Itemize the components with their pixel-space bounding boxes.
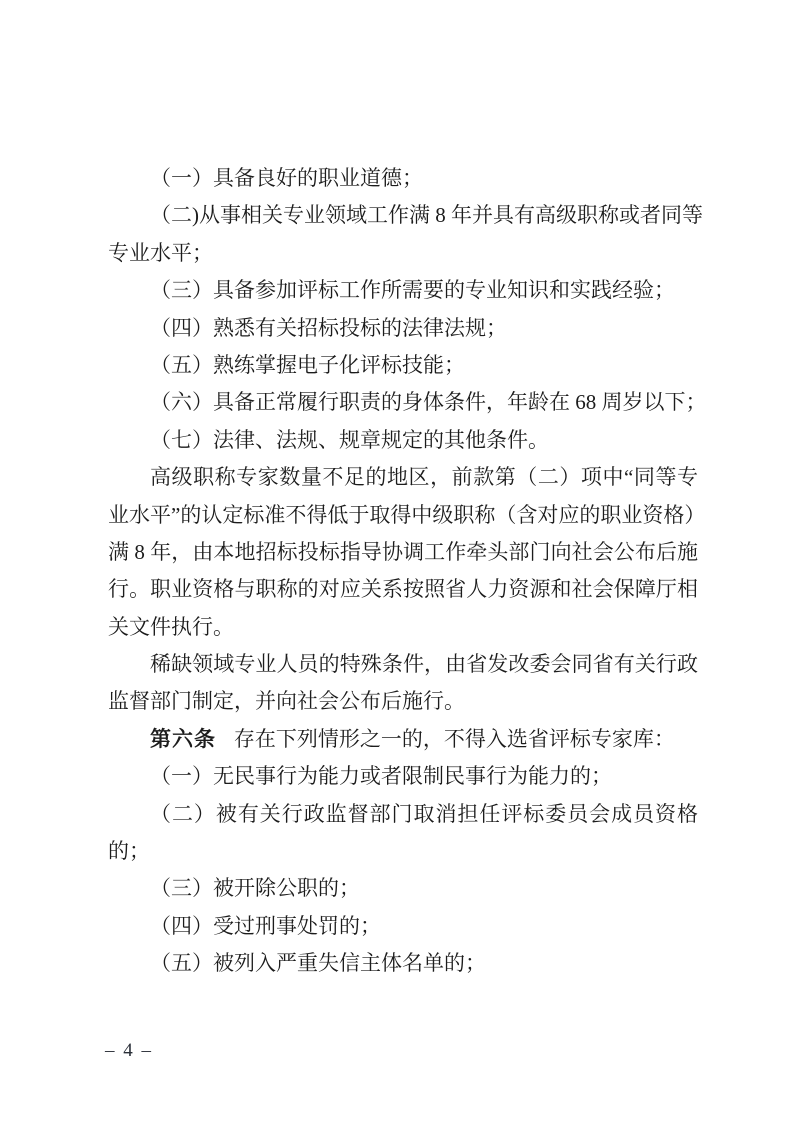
line-text: 满 8 年，由本地招标投标指导协调工作牵头部门向社会公布后施 xyxy=(108,539,698,564)
page-number: – 4 – xyxy=(105,1040,153,1061)
text-line xyxy=(108,310,698,347)
text-line xyxy=(108,945,698,982)
text-line xyxy=(108,235,698,272)
text-line xyxy=(108,459,698,496)
text-line xyxy=(108,646,698,683)
text-line xyxy=(108,422,698,459)
text-line xyxy=(108,272,698,309)
paragraph xyxy=(108,646,698,721)
line-text: 存在下列情形之一的，不得入选省评标专家库： xyxy=(233,726,675,751)
text-line xyxy=(108,833,698,870)
text-line xyxy=(108,534,698,571)
line-text: （七）法律、法规、规章规定的其他条件。 xyxy=(150,427,549,452)
text-line xyxy=(108,160,698,197)
text-line xyxy=(108,609,698,646)
text-line xyxy=(108,347,698,384)
line-text: （五）被列入严重失信主体名单的； xyxy=(150,951,486,976)
paragraph xyxy=(108,160,698,197)
text-line xyxy=(108,870,698,907)
paragraph xyxy=(108,796,698,871)
paragraph xyxy=(108,422,698,459)
article-number: 第六条 xyxy=(150,727,216,751)
line-text: （二）被有关行政监督部门取消担任评标委员会成员资格 xyxy=(150,801,698,826)
line-text: （一）无民事行为能力或者限制民事行为能力的； xyxy=(150,764,612,789)
text-line xyxy=(108,197,703,234)
document-body xyxy=(108,160,707,983)
text-line xyxy=(108,384,707,421)
text-line xyxy=(108,497,706,534)
line-text: （六）具备正常履行职责的身体条件，年龄在 68 周岁以下； xyxy=(150,390,707,415)
text-line xyxy=(108,571,698,608)
line-text: 专业水平； xyxy=(108,240,213,265)
text-line xyxy=(108,908,698,945)
paragraph xyxy=(108,758,698,795)
paragraph xyxy=(108,870,698,907)
line-text: 高级职称专家数量不足的地区，前款第（二）项中“同等专 xyxy=(150,465,698,490)
paragraph xyxy=(108,347,698,384)
line-text: 的； xyxy=(108,839,150,864)
line-text: 监督部门制定，并向社会公布后施行。 xyxy=(108,689,465,714)
paragraph xyxy=(108,197,703,272)
line-text: 业水平”的认定标准不得低于取得中级职称（含对应的职业资格） xyxy=(108,502,706,527)
paragraph xyxy=(108,384,707,421)
line-text: （三）被开除公职的； xyxy=(150,876,360,901)
text-line xyxy=(108,796,698,833)
line-text: （四）受过刑事处罚的； xyxy=(150,913,381,938)
text-line xyxy=(108,721,698,758)
line-text: （一）具备良好的职业道德； xyxy=(150,166,423,190)
paragraph xyxy=(108,272,698,309)
line-text: 行。职业资格与职称的对应关系按照省人力资源和社会保障厅相 xyxy=(108,577,698,602)
text-line xyxy=(108,758,698,795)
paragraph xyxy=(108,310,698,347)
line-text: （三）具备参加评标工作所需要的专业知识和实践经验； xyxy=(150,278,675,303)
paragraph xyxy=(108,908,698,945)
line-text: 稀缺领域专业人员的特殊条件，由省发改委会同省有关行政 xyxy=(150,652,698,677)
paragraph xyxy=(108,945,698,982)
paragraph xyxy=(108,721,698,758)
paragraph xyxy=(108,459,706,646)
line-text: 关文件执行。 xyxy=(108,614,234,639)
text-line xyxy=(108,683,698,720)
line-text: （二)从事相关专业领域工作满 8 年并具有高级职称或者同等 xyxy=(150,203,703,228)
line-text: （五）熟练掌握电子化评标技能； xyxy=(150,352,465,377)
line-text: （四）熟悉有关招标投标的法律法规； xyxy=(150,315,507,340)
